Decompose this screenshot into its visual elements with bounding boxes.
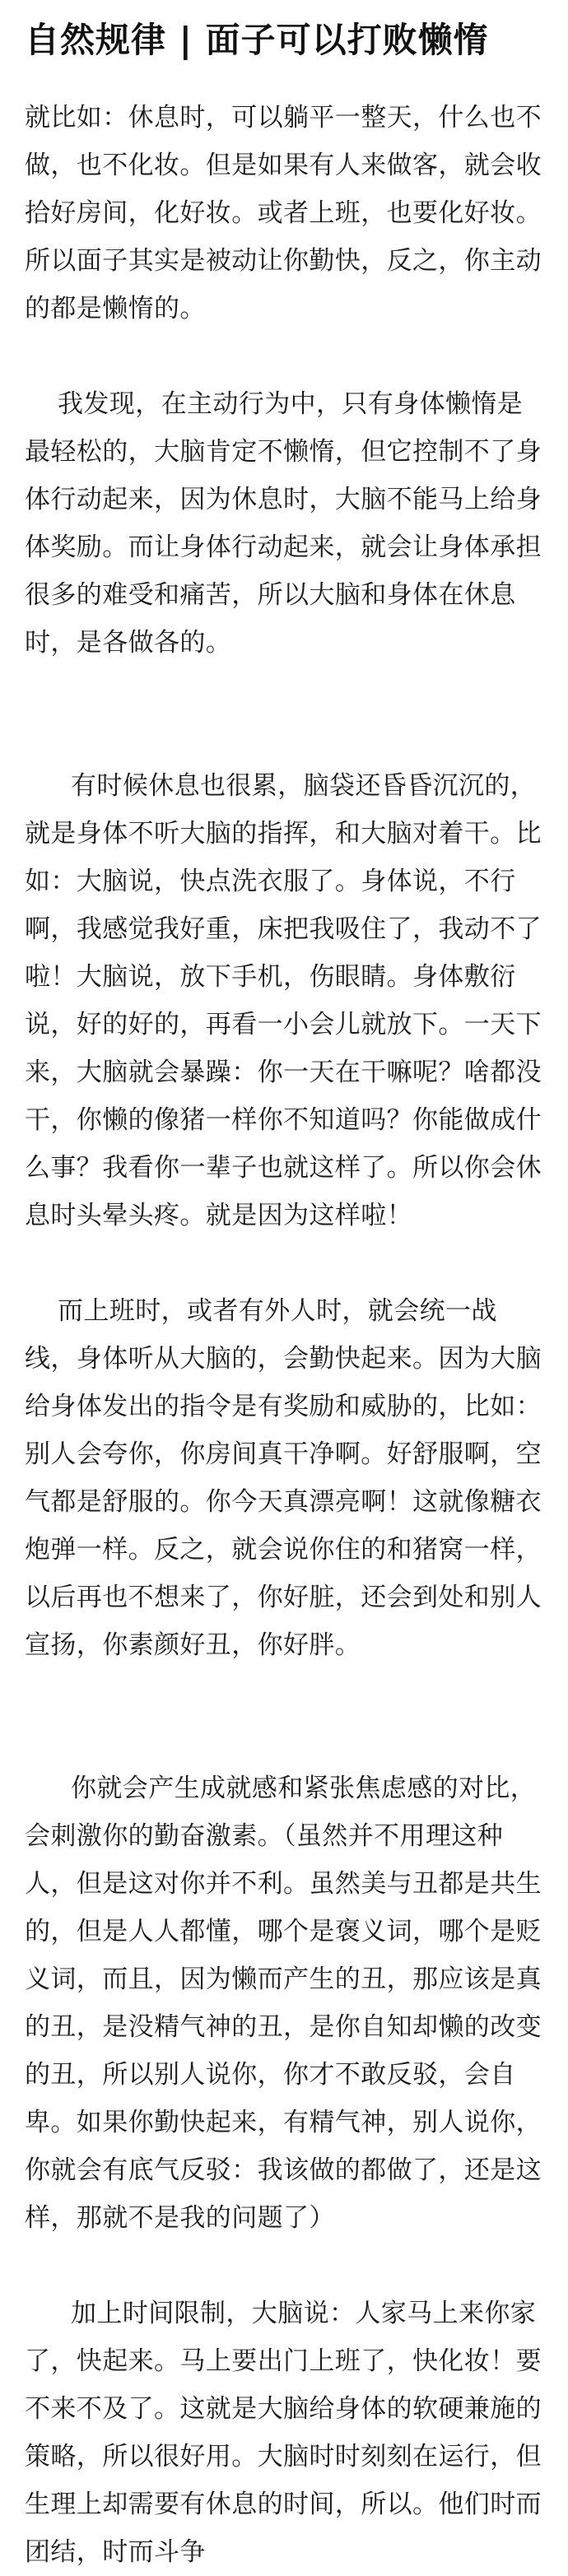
paragraph-achievement-anxiety: 你就会产生成就感和紧张焦虑感的对比，会刺激你的勤奋激素。（虽然并不用理这种人，但是这对你并不利。虽然美与丑都是共生的，但是人人都懂，哪个是褒义词，哪个是贬义词，而且，因为懒而产生的丑，那应该是真的丑，是没精气神的丑，是你自知却懒的改变的丑，所以别人说你，你才不敢反驳，会自卑。如果你勤快起来，有精气神，别人说你，你就会有底气反驳：我该做的都做了，还是这样，那就不是我的问题了） (25, 1774, 542, 2233)
article-body (25, 94, 543, 2576)
paragraph-rest-vs-guests: 就比如：休息时，可以躺平一整天，什么也不做，也不化妆。但是如果有人来做客，就会收拾好房间，化好妆。或者上班，也要化好妆。所以面子其实是被动让你勤快，反之，你主动的都是懒惰的。 (25, 103, 542, 323)
article-title: 自然规律 | 面子可以打败懒惰 (25, 20, 489, 60)
paragraph-brain-body-rest: 我发现，在主动行为中，只有身体懒惰是最轻松的，大脑肯定不懒惰，但它控制不了身体行动起来，因为休息时，大脑不能马上给身体奖励。而让身体行动起来，就会让身体承担很多的难受和痛苦，所以大脑和身体在休息时，是各做各的。 (25, 389, 542, 658)
paragraph-work-united-front: 而上班时，或者有外人时，就会统一战线，身体听从大脑的，会勤快起来。因为大脑给身体发出的指令是有奖励和威胁的，比如：别人会夸你，你房间真干净啊。好舒服啊，空气都是舒服的。你今天真漂亮啊！这就像糖衣炮弹一样。反之，就会说你住的和猪窝一样，以后再也不想来了，你好脏，还会到处和别人宣扬，你素颜好丑，你好胖。 (25, 1296, 542, 1660)
paragraph-brain-body-conflict: 有时候休息也很累，脑袋还昏昏沉沉的，就是身体不听大脑的指挥，和大脑对着干。比如：大脑说，快点洗衣服了。身体说，不行啊，我感觉我好重，床把我吸住了，我动不了啦！大脑说，放下手机，伤眼睛。身体敷衍说，好的好的，再看一小会儿就放下。一天下来，大脑就会暴躁：你一天在干嘛呢？啥都没干，你懒的像猪一样你不知道吗？你能做成什么事？我看你一辈子也就这样了。所以你会休息时头晕头疼。就是因为这样啦！ (25, 771, 542, 1230)
paragraph-time-limit: 加上时间限制，大脑说：人家马上来你家了，快起来。马上要出门上班了，快化妆！要不来不及了。这就是大脑给身体的软硬兼施的策略，所以很好用。大脑时时刻刻在运行，但生理上却需要有休息的时间，所以。他们时而团结，时而斗争 (25, 2299, 542, 2567)
